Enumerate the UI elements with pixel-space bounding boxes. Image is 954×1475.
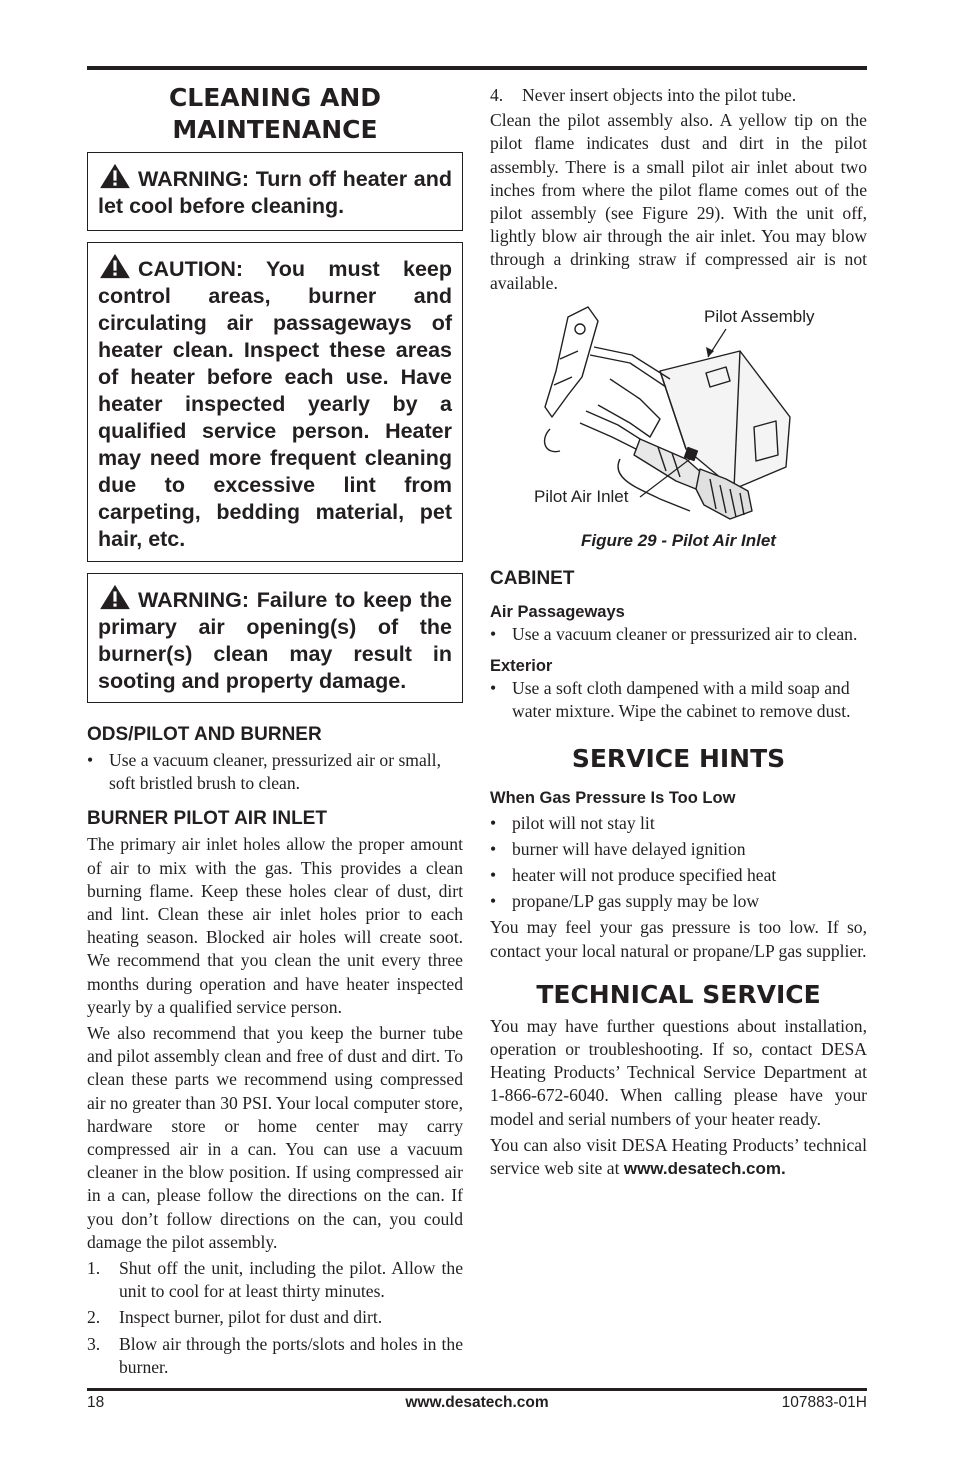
website-link[interactable]: www.desatech.com.: [623, 1159, 786, 1179]
list-item: • propane/LP gas supply may be low: [490, 888, 867, 914]
warning-text-sooting: WARNING: Failure to keep the primary air opening(s) of the burner(s) clean may result in sooting and property damage.: [98, 588, 452, 693]
bullet-text: pilot will not stay lit: [512, 813, 655, 834]
step-number: 1.: [87, 1258, 101, 1279]
section-title-cleaning: CLEANING AND MAINTENANCE: [168, 83, 382, 144]
subheading-air-passageways: Air Passageways: [490, 602, 625, 621]
list-item: • pilot will not stay lit: [490, 810, 867, 836]
bullet-text: propane/LP gas supply may be low: [512, 891, 760, 912]
warning-text-cool: WARNING: Turn off heater and let cool before cleaning.: [98, 167, 452, 218]
section-title-technical-service: TECHNICAL SERVICE: [536, 979, 821, 1009]
list-item: [87, 1306, 463, 1329]
document-number: 107883-01H: [781, 1394, 867, 1411]
page-number: 18: [87, 1394, 105, 1411]
list-item: • Use a soft cloth dampened with a mild soap and water mixture. Wipe the cabinet to remove dust.: [490, 677, 867, 723]
step-number: 4.: [490, 85, 504, 105]
list-item: [87, 1333, 463, 1379]
bottom-rule: [87, 1388, 867, 1391]
paragraph: [490, 1134, 867, 1180]
list-item: • Use a vacuum cleaner, pressurized air or small, soft bristled brush to clean.: [87, 749, 463, 795]
step-text: Shut off the unit, including the pilot. Allow the unit to cool for at least thirty minutes.: [119, 1258, 463, 1302]
section-title-service-hints: SERVICE HINTS: [571, 744, 786, 774]
right-column: [490, 70, 867, 1180]
bullet-text: burner will have delayed ignition: [512, 839, 746, 860]
subheading-exterior: Exterior: [490, 657, 553, 676]
warning-triangle-icon: [98, 253, 132, 279]
paragraph: Clean the pilot assembly also. A yellow tip on the pilot flame indicates dust and dirt in the pilot assembly. There is a small pilot air inlet about two inches from where the pilot flame comes out of the pilot assembly (see Figure 29). With the unit off, lightly blow air through the air inlet. You may blow through a drinking straw if compressed air is not available.: [490, 110, 867, 293]
step-text: Inspect burner, pilot for dust and dirt.: [119, 1307, 383, 1328]
list-item: • burner will have delayed ignition: [490, 836, 867, 862]
list-item: [87, 1257, 463, 1303]
figure-caption: Figure 29 - Pilot Air Inlet: [581, 530, 776, 550]
bullet-text: Use a vacuum cleaner, pressurized air or small, soft bristled brush to clean.: [109, 750, 441, 794]
step-number: 3.: [87, 1333, 101, 1354]
warning-box-cool: [87, 152, 463, 231]
step-number: 2.: [87, 1307, 101, 1328]
list-item: [490, 84, 867, 107]
bullet-text: Use a vacuum cleaner or pressurized air to clean.: [512, 623, 858, 644]
step-text: Blow air through the ports/slots and holes in the burner.: [119, 1333, 463, 1377]
label-pilot-air-inlet: Pilot Air Inlet: [534, 486, 629, 506]
paragraph: We also recommend that you keep the burner tube and pilot assembly clean and free of dust and dirt. To clean these parts we recommend using compressed air no greater than 30 PSI. Your local computer store, hardware store or home center may carry compressed air in a can. You can use a vacuum cleaner in the blow position. If using compressed air in a can, please follow the directions on the can. If you don’t follow directions on the can, you could damage the pilot assembly.: [87, 1023, 463, 1252]
heading-cabinet: CABINET: [490, 567, 575, 589]
heading-ods-pilot: ODS/PILOT AND BURNER: [87, 724, 322, 745]
list-item: • heater will not produce specified heat: [490, 862, 867, 888]
paragraph: The primary air inlet holes allow the proper amount of air to mix with the gas. This provides a clean burning flame. Keep these holes clear of dust, dirt and lint. Clean these air inlet holes prior to each heating season. Blocked air holes will create soot. We recommend that you clean the unit every three months during operation and have heater inspected yearly by a qualified service person.: [87, 834, 463, 1017]
bullet-text: Use a soft cloth dampened with a mild soap and water mixture. Wipe the cabinet to remove dust.: [512, 678, 851, 722]
paragraph: You may have further questions about installation, operation or troubleshooting. If so, contact DESA Heating Products’ Technical Service Department at 1-866-672-6040. When calling please have your model and serial numbers of your heater ready.: [490, 1015, 867, 1129]
bullet-text: heater will not produce specified heat: [512, 865, 777, 886]
warning-triangle-icon: [98, 584, 132, 610]
manual-page: [87, 0, 867, 1475]
warning-box-sooting: [87, 573, 463, 703]
paragraph: You may feel your gas pressure is too low. If so, contact your local natural or propane/LP gas supplier.: [490, 917, 867, 961]
footer-website: www.desatech.com: [405, 1394, 549, 1411]
subheading-gas-pressure: When Gas Pressure Is Too Low: [490, 789, 736, 808]
warning-triangle-icon: [98, 163, 132, 189]
label-pilot-assembly: Pilot Assembly: [704, 306, 815, 326]
heading-burner-pilot-air-inlet: BURNER PILOT AIR INLET: [87, 808, 327, 830]
step-text: Never insert objects into the pilot tube.: [522, 85, 797, 105]
caution-text: CAUTION: You must keep control areas, burner and circulating air passageways of heater clean. Inspect these areas of heater before each use. Have heater inspected yearly by a qualified service person. Heater may need more frequent cleaning due to excessive lint from carpeting, bedding material, pet hair, etc.: [98, 257, 452, 551]
caution-box: [87, 242, 463, 562]
list-item: • Use a vacuum cleaner or pressurized air to clean.: [490, 623, 867, 646]
figure-pilot-air-inlet: [490, 299, 867, 529]
left-column: [87, 70, 463, 1379]
paragraph-text: You can also visit DESA Heating Products’ technical service web site at: [490, 1134, 867, 1179]
